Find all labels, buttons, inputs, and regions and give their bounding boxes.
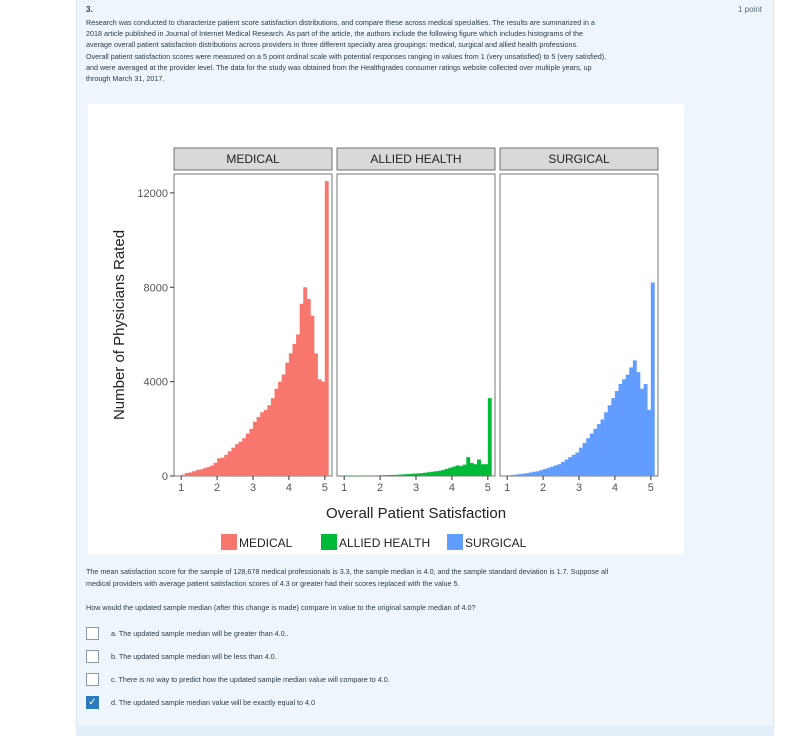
histogram-bar bbox=[575, 452, 579, 476]
legend-label: ALLIED HEALTH bbox=[339, 536, 431, 550]
x-tick-label: 5 bbox=[321, 482, 328, 494]
histogram-bar bbox=[423, 473, 427, 476]
histogram-bar bbox=[572, 455, 576, 476]
histogram-figure bbox=[88, 104, 684, 554]
y-tick-label: 0 bbox=[161, 471, 168, 483]
answer-list bbox=[86, 622, 390, 714]
histogram-bar bbox=[636, 372, 640, 476]
mean-line: medical providers with average patient satisfaction scores of 4.3 or greater had their scores replaced with the value 5. bbox=[86, 579, 460, 588]
histogram-bar bbox=[188, 472, 192, 476]
legend-swatch bbox=[321, 534, 337, 550]
histogram-bar bbox=[303, 287, 307, 476]
histogram-bar bbox=[310, 316, 314, 476]
histogram-bar bbox=[271, 398, 275, 476]
histogram-bar bbox=[511, 475, 515, 476]
mean-line: The mean satisfaction score for the sample of 128,678 medical professionals is 3.3, the sample median is 4.0, and the sample standard deviation is 1.7. Suppose all bbox=[86, 567, 609, 576]
stem-line: 2018 article published in Journal of Internet Medical Research. As part of the article, the authors include the following figure which includes histograms of the bbox=[86, 29, 584, 39]
histogram-bar bbox=[267, 405, 271, 476]
facet-strip-label: ALLIED HEALTH bbox=[370, 152, 462, 166]
histogram-bar bbox=[380, 475, 384, 476]
x-tick-label: 5 bbox=[647, 482, 654, 494]
histogram-bar bbox=[307, 299, 311, 476]
histogram-bar bbox=[622, 379, 626, 476]
histogram-bar bbox=[235, 444, 239, 476]
y-tick-label: 12000 bbox=[137, 187, 168, 200]
checkbox[interactable] bbox=[86, 673, 99, 686]
facet-strip-label: MEDICAL bbox=[226, 152, 280, 166]
histogram-bar bbox=[619, 384, 623, 476]
answer-label: b. The updated sample median will be less than 4.0. bbox=[111, 652, 277, 661]
histogram-bar bbox=[257, 417, 261, 476]
x-axis-label: Overall Patient Satisfaction bbox=[325, 505, 507, 522]
histogram-bar bbox=[264, 410, 268, 476]
histogram-bar bbox=[507, 475, 511, 476]
facet-panel bbox=[337, 174, 495, 476]
x-tick-label: 3 bbox=[412, 482, 420, 494]
stem-line: Overall patient satisfaction scores were measured on a 5 point ordinal scale with potential responses ranging in values from 1 (very unsatisfied) to 5 (very satisfied), bbox=[86, 51, 607, 61]
histogram-bar bbox=[412, 474, 416, 476]
histogram-bar bbox=[285, 363, 289, 476]
histogram-bar bbox=[590, 434, 594, 476]
histogram-chart bbox=[88, 104, 684, 554]
histogram-bar bbox=[278, 382, 282, 476]
histogram-bar bbox=[293, 344, 297, 476]
histogram-bar bbox=[249, 429, 253, 476]
histogram-bar bbox=[405, 474, 409, 476]
histogram-bar bbox=[398, 475, 402, 476]
stem-line: average overall patient satisfaction distributions across providers in three different specialty area groupings: medical, surgical and allied health professions. bbox=[86, 40, 579, 50]
x-tick-label: 1 bbox=[504, 482, 511, 494]
histogram-bar bbox=[206, 467, 210, 476]
histogram-bar bbox=[373, 475, 377, 476]
histogram-bar bbox=[253, 422, 257, 476]
y-tick-label: 8000 bbox=[143, 282, 168, 295]
histogram-bar bbox=[615, 391, 619, 476]
histogram-bar bbox=[445, 469, 449, 476]
histogram-bar bbox=[275, 389, 279, 476]
answer-option-c[interactable] bbox=[86, 668, 390, 691]
x-tick-label: 1 bbox=[341, 482, 348, 494]
histogram-bar bbox=[550, 467, 554, 476]
histogram-bar bbox=[626, 375, 630, 476]
histogram-bar bbox=[321, 382, 325, 476]
histogram-bar bbox=[536, 471, 540, 476]
answer-option-b[interactable] bbox=[86, 645, 390, 668]
x-tick-label: 2 bbox=[377, 482, 384, 494]
x-tick-label: 4 bbox=[611, 482, 618, 494]
histogram-bar bbox=[647, 410, 651, 476]
histogram-bar bbox=[260, 412, 264, 476]
histogram-bar bbox=[601, 419, 605, 476]
histogram-bar bbox=[441, 470, 445, 476]
answer-label: a. The updated sample median will be greater than 4.0.. bbox=[111, 629, 289, 638]
histogram-bar bbox=[239, 442, 243, 476]
histogram-bar bbox=[217, 458, 221, 476]
answer-label: d. The updated sample median value will be exactly equal to 4.0 bbox=[111, 698, 316, 707]
histogram-bar bbox=[456, 465, 460, 476]
histogram-bar bbox=[488, 398, 492, 476]
histogram-bar bbox=[384, 475, 388, 476]
histogram-bar bbox=[387, 475, 391, 476]
histogram-bar bbox=[210, 466, 214, 476]
histogram-bar bbox=[522, 474, 526, 476]
histogram-bar bbox=[318, 379, 322, 476]
histogram-bar bbox=[547, 468, 551, 476]
histogram-bar bbox=[203, 468, 207, 476]
histogram-bar bbox=[473, 464, 477, 476]
answer-option-d[interactable] bbox=[86, 691, 390, 714]
x-tick-label: 3 bbox=[575, 482, 583, 494]
histogram-bar bbox=[314, 353, 318, 476]
y-tick-label: 4000 bbox=[143, 376, 168, 389]
x-tick-label: 1 bbox=[178, 482, 185, 494]
histogram-bar bbox=[420, 473, 424, 476]
histogram-bar bbox=[525, 473, 529, 476]
histogram-bar bbox=[452, 467, 456, 476]
histogram-bar bbox=[427, 472, 431, 476]
legend-swatch bbox=[447, 534, 463, 550]
answer-option-a[interactable] bbox=[86, 622, 390, 645]
histogram-bar bbox=[529, 472, 533, 476]
histogram-bar bbox=[394, 475, 398, 476]
histogram-bar bbox=[459, 466, 463, 476]
x-tick-label: 5 bbox=[484, 482, 491, 494]
x-tick-label: 2 bbox=[214, 482, 221, 494]
histogram-bar bbox=[228, 451, 232, 476]
checkbox[interactable] bbox=[86, 627, 99, 640]
histogram-bar bbox=[470, 463, 474, 476]
histogram-bar bbox=[416, 473, 420, 476]
histogram-bar bbox=[608, 405, 612, 476]
x-tick-label: 4 bbox=[448, 482, 455, 494]
question-prompt: How would the updated sample median (after this change is made) compare in value to the original sample median of 4.0? bbox=[86, 603, 476, 612]
y-axis-label: Number of Physicians Rated bbox=[111, 229, 128, 421]
histogram-bar bbox=[438, 471, 442, 476]
histogram-bar bbox=[651, 283, 655, 476]
stem-line: Research was conducted to characterize patient score satisfaction distributions, and compare these across medical specialties. The results are summarized in a bbox=[86, 18, 595, 27]
bottom-strip bbox=[76, 726, 774, 736]
histogram-bar bbox=[402, 474, 406, 476]
mean-statement bbox=[86, 566, 706, 590]
legend-label: MEDICAL bbox=[239, 536, 293, 550]
histogram-bar bbox=[629, 367, 633, 476]
histogram-bar bbox=[640, 389, 644, 476]
histogram-bar bbox=[409, 474, 413, 476]
checkbox[interactable] bbox=[86, 650, 99, 663]
histogram-bar bbox=[568, 457, 572, 476]
histogram-bar bbox=[481, 464, 485, 476]
histogram-bar bbox=[300, 304, 304, 476]
facet-strip-label: SURGICAL bbox=[548, 152, 610, 166]
histogram-bar bbox=[561, 462, 565, 476]
stem-line: and were averaged at the provider level. The data for the study was obtained from the Healthgrades consumer ratings website collected over multiple years, up bbox=[86, 62, 592, 72]
histogram-bar bbox=[351, 476, 355, 477]
answer-label: c. There is no way to predict how the updated sample median value will compare to 4.0. bbox=[111, 675, 390, 684]
histogram-bar bbox=[224, 455, 228, 476]
histogram-bar bbox=[348, 476, 352, 477]
histogram-bar bbox=[604, 412, 608, 476]
histogram-bar bbox=[221, 458, 225, 476]
histogram-bar bbox=[557, 464, 561, 476]
histogram-bar bbox=[231, 448, 235, 476]
x-tick-label: 3 bbox=[249, 482, 257, 494]
histogram-bar bbox=[463, 465, 467, 476]
histogram-bar bbox=[362, 476, 366, 477]
checkbox-checked[interactable]: ✓ bbox=[86, 696, 99, 709]
histogram-bar bbox=[434, 471, 438, 476]
histogram-bar bbox=[192, 471, 196, 476]
histogram-bar bbox=[554, 465, 558, 476]
histogram-bar bbox=[296, 334, 300, 476]
histogram-bar bbox=[359, 476, 363, 477]
histogram-bar bbox=[579, 448, 583, 476]
histogram-bar bbox=[448, 468, 452, 476]
x-tick-label: 4 bbox=[285, 482, 292, 494]
question-stem bbox=[86, 17, 698, 84]
histogram-bar bbox=[477, 459, 481, 476]
histogram-bar bbox=[518, 474, 522, 476]
histogram-bar bbox=[633, 360, 637, 476]
stem-line: through March 31, 2017. bbox=[86, 74, 165, 84]
histogram-bar bbox=[514, 475, 518, 476]
histogram-bar bbox=[185, 473, 189, 476]
histogram-bar bbox=[366, 476, 370, 477]
histogram-bar bbox=[543, 469, 547, 476]
histogram-bar bbox=[466, 457, 470, 476]
question-points: 1 point bbox=[737, 5, 762, 14]
histogram-bar bbox=[289, 353, 293, 476]
histogram-bar bbox=[597, 424, 601, 476]
histogram-bar bbox=[532, 472, 536, 476]
histogram-bar bbox=[344, 476, 348, 477]
histogram-bar bbox=[565, 459, 569, 476]
histogram-bar bbox=[540, 470, 544, 476]
histogram-bar bbox=[644, 384, 648, 476]
histogram-bar bbox=[583, 443, 587, 476]
question-number: 3. bbox=[86, 5, 93, 14]
histogram-bar bbox=[199, 469, 203, 476]
histogram-bar bbox=[325, 181, 329, 476]
legend-swatch bbox=[221, 534, 237, 550]
histogram-bar bbox=[611, 398, 615, 476]
histogram-bar bbox=[214, 463, 218, 476]
x-tick-label: 2 bbox=[540, 482, 547, 494]
histogram-bar bbox=[181, 475, 185, 476]
histogram-bar bbox=[282, 375, 286, 476]
histogram-bar bbox=[377, 475, 381, 476]
histogram-bar bbox=[246, 434, 250, 476]
histogram-bar bbox=[391, 475, 395, 476]
legend-label: SURGICAL bbox=[465, 536, 527, 550]
histogram-bar bbox=[593, 429, 597, 476]
histogram-bar bbox=[242, 438, 246, 476]
histogram-bar bbox=[355, 476, 359, 477]
histogram-bar bbox=[484, 464, 488, 476]
histogram-bar bbox=[430, 472, 434, 476]
histogram-bar bbox=[196, 470, 200, 476]
histogram-bar bbox=[586, 438, 590, 476]
histogram-bar bbox=[369, 476, 373, 477]
